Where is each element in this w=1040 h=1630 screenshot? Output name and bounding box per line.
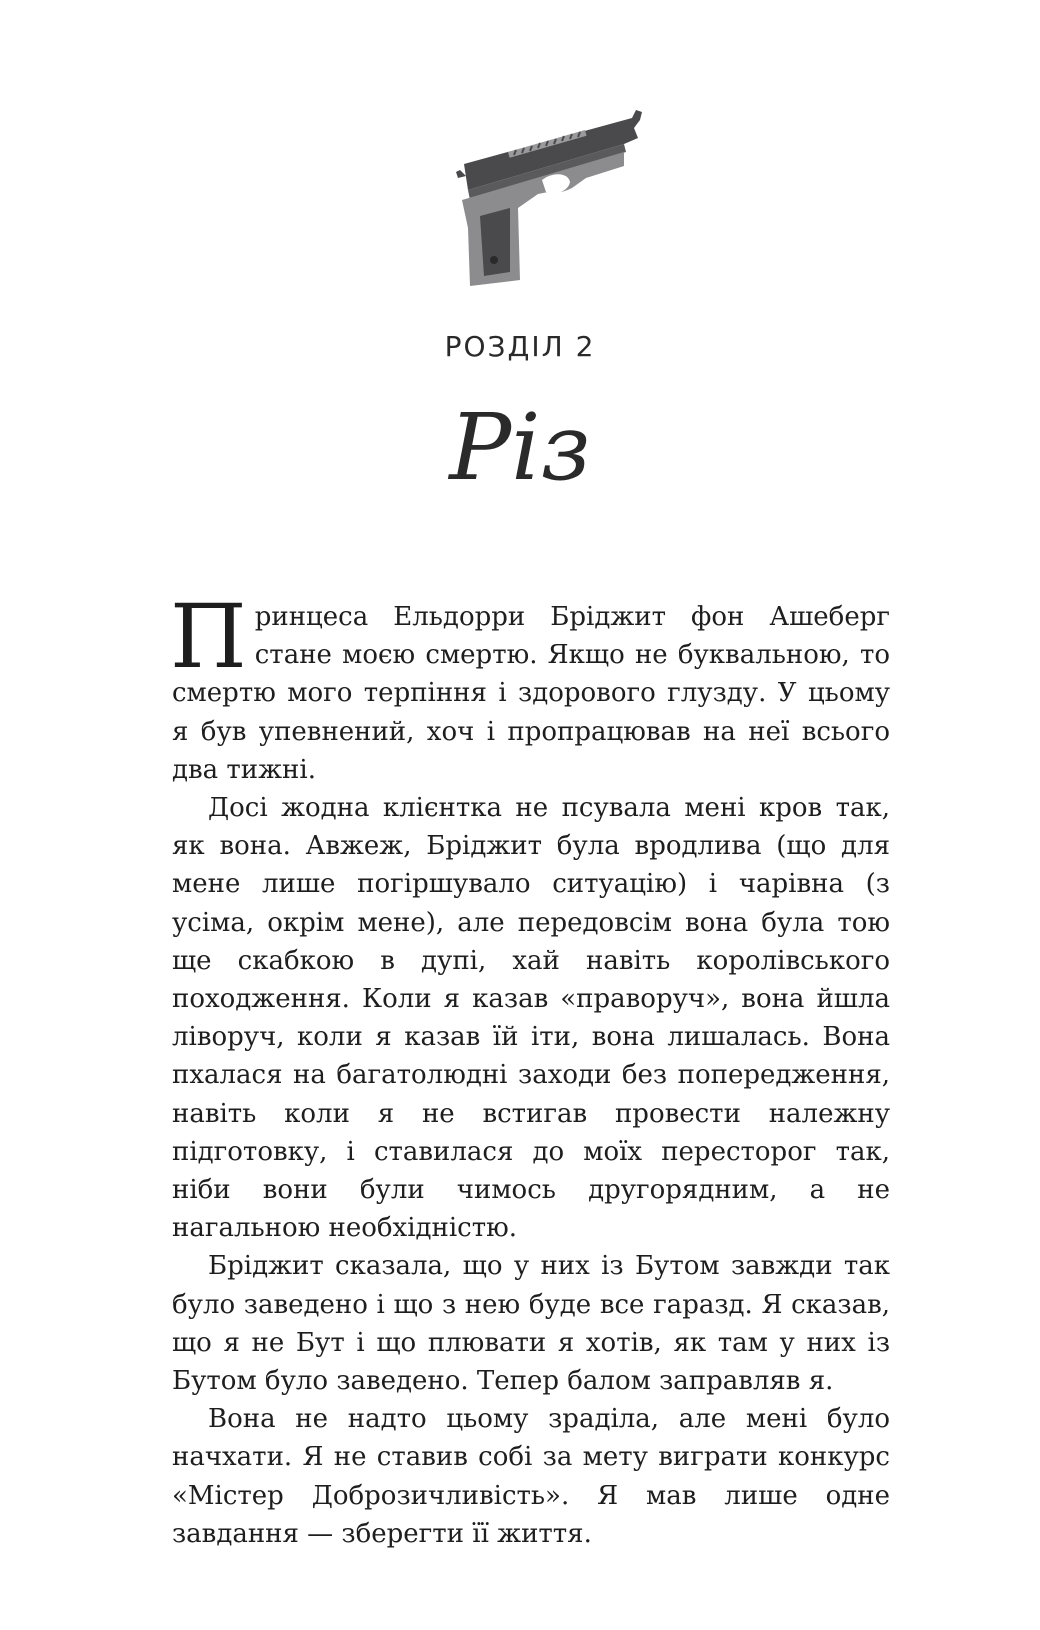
paragraph-text: ринцеса Ельдорри Бріджит фон Ашеберг стане моєю смертю. Якщо не буквальною, то смертю мого терпіння і здорового глузду. У цьому я був упевнений, хоч і пропрацював на неї всього два тижні. <box>172 602 890 785</box>
paragraph: Вона не надто цьому зраділа, але мені було начхати. Я не ставив собі за мету виграти конкурс «Містер Доброзичливість». Я мав лише одне завдання — зберегти її життя. <box>172 1404 890 1549</box>
chapter-title: Різ <box>449 394 591 501</box>
pistol-icon <box>456 108 674 298</box>
chapter-label: РОЗДІЛ 2 <box>444 330 596 363</box>
drop-cap: П <box>170 585 247 688</box>
paragraph: Бріджит сказала, що у них із Бутом завжди так було заведено і що з нею буде все гаразд. Я сказав, що я не Бут і що плювати я хотів, як там у них із Бутом було заведено. Тепер балом заправляв я. <box>172 1251 890 1397</box>
chapter-body <box>170 585 890 1553</box>
paragraph <box>170 585 890 789</box>
paragraph: Досі жодна клієнтка не псувала мені кров так, як вона. Авжеж, Бріджит була вродлива (що для мене лише погіршувало ситуацію) і чарівна (з усіма, окрім мене), але передовсім вона була тою ще скабкою в дупі, хай навіть королівського походження. Коли я казав «праворуч», вона йшла ліворуч, коли я казав їй іти, вона лишалась. Вона пхалася на багатолюдні заходи без попередження, навіть коли я не встигав провести належну підготовку, і ставилася до моїх пересторог так, ніби вони були чимось другорядним, а не нагальною необхідністю. <box>172 793 890 1244</box>
